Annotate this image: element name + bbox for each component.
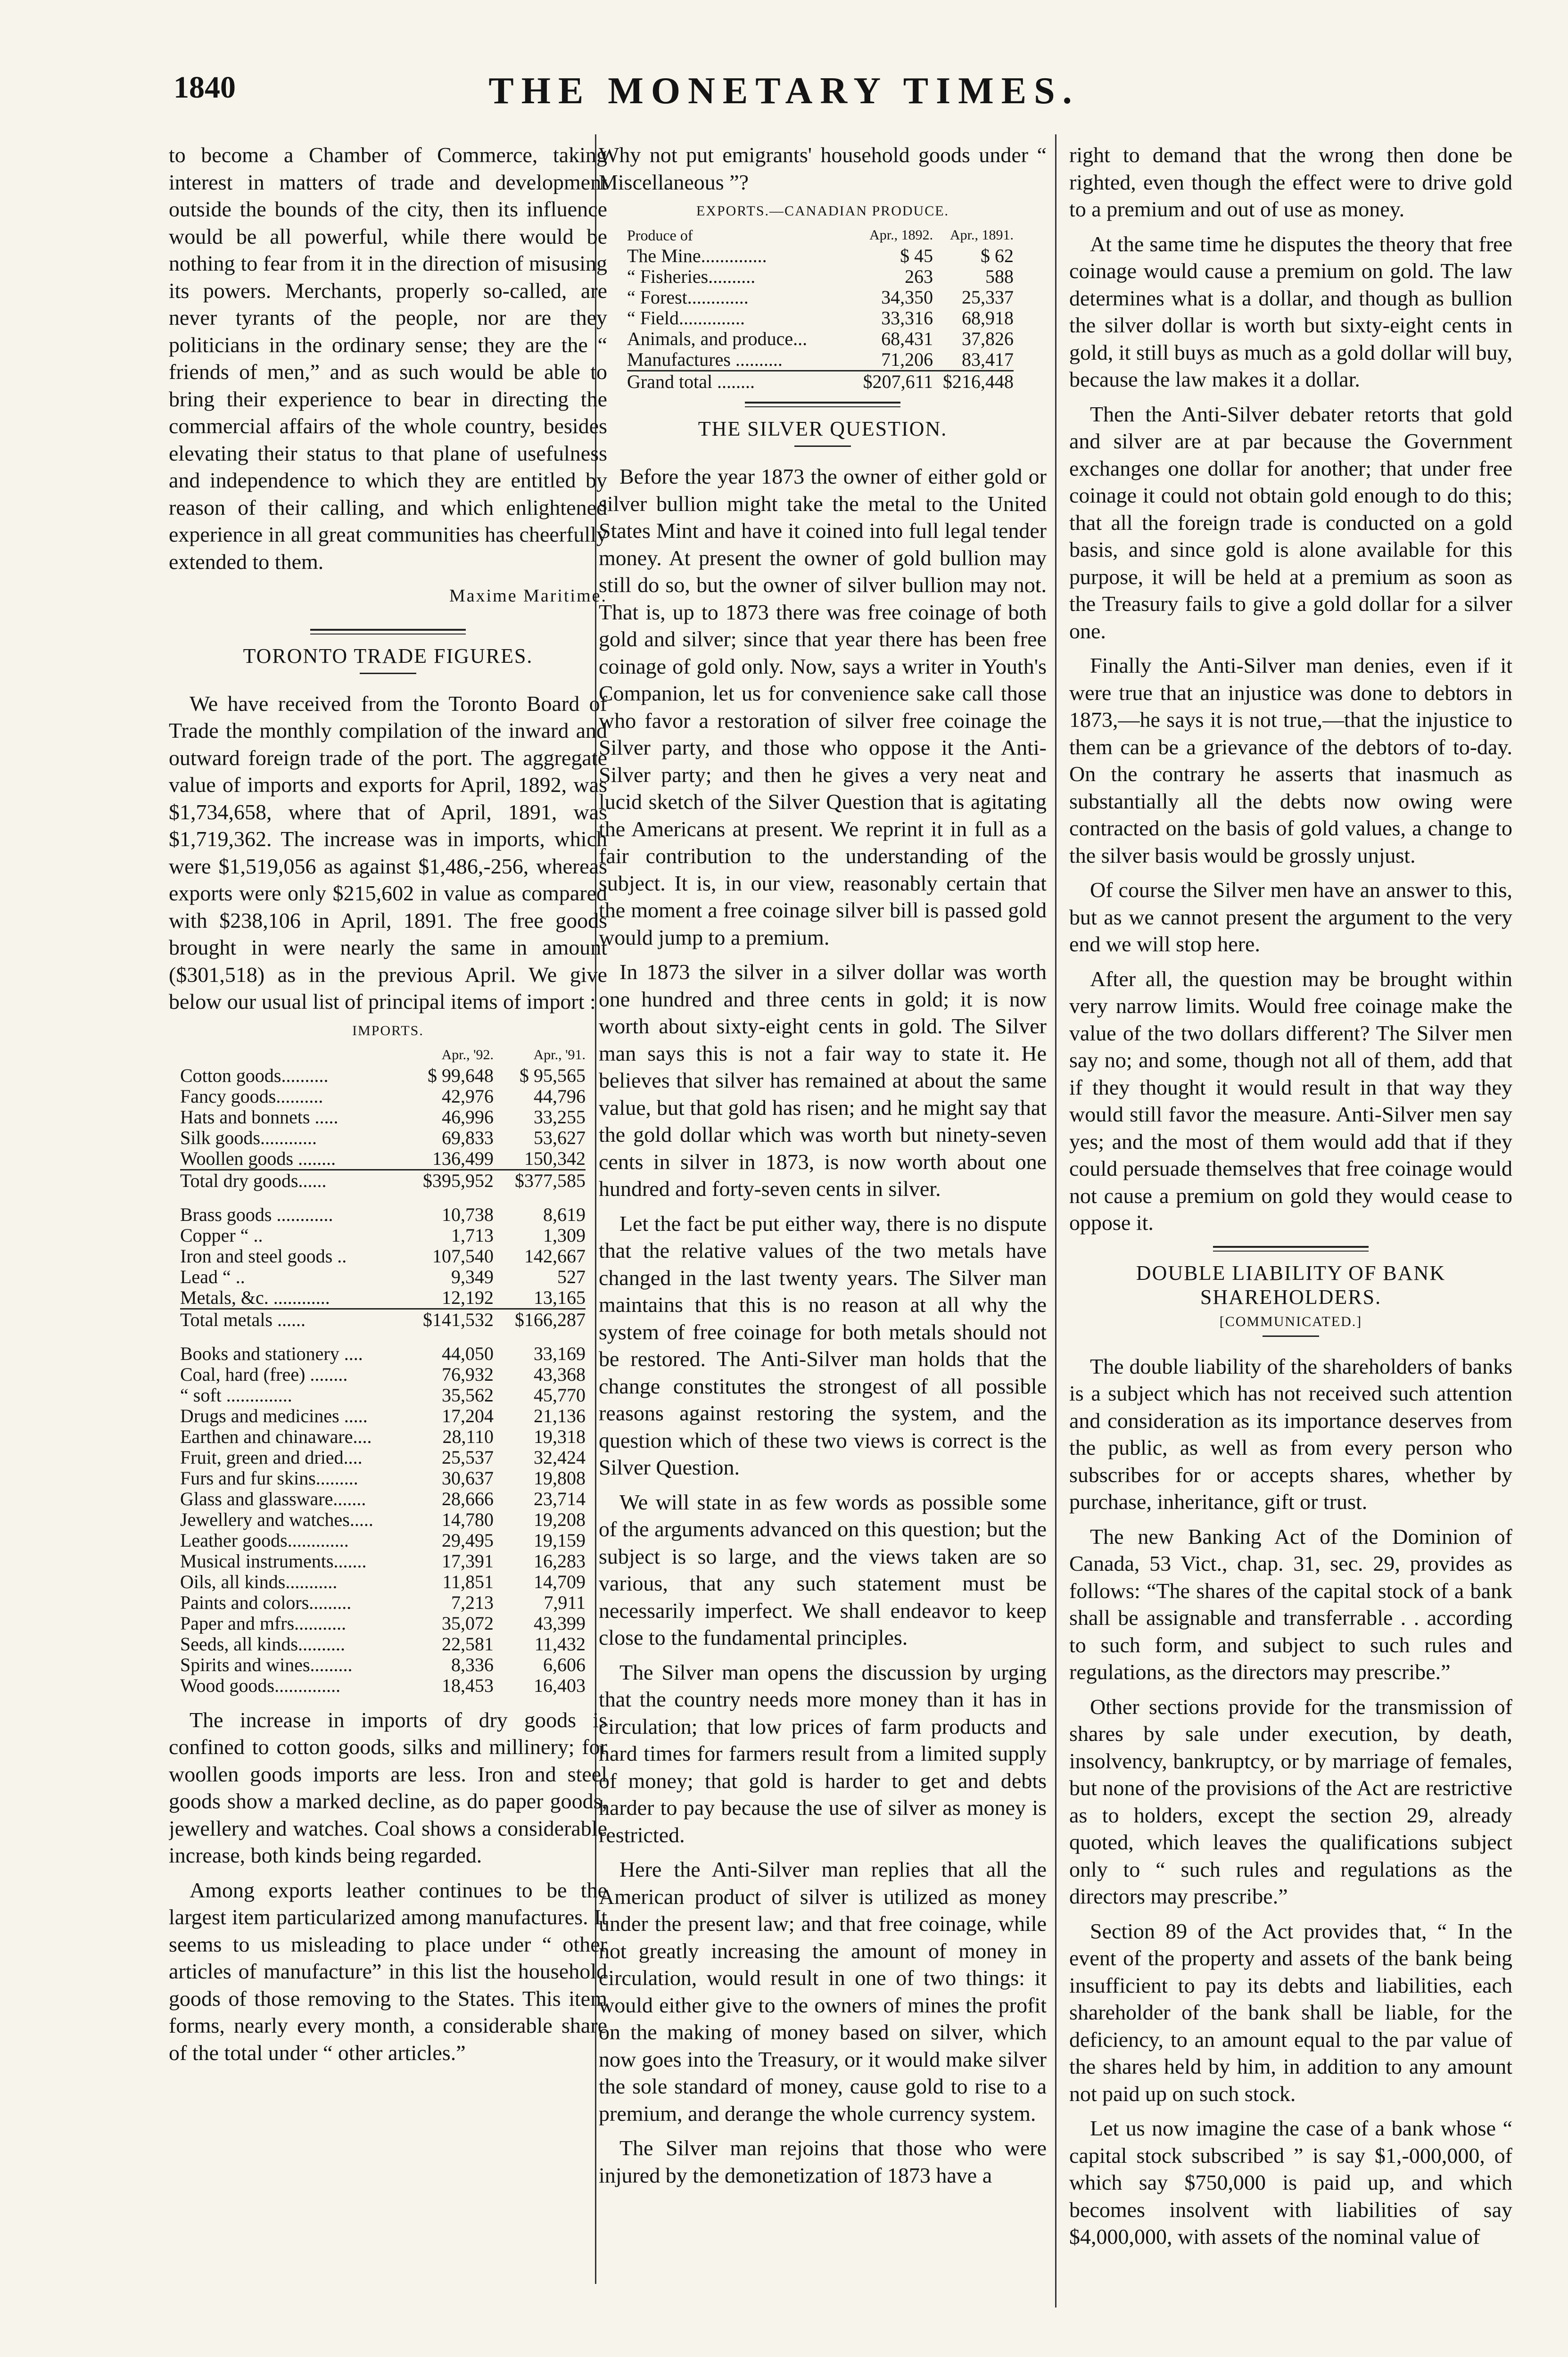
column-3: [1069, 141, 1512, 2319]
value-1891: 83,417: [962, 349, 1014, 370]
row-label: Furs and fur skins.........: [180, 1467, 358, 1489]
column-1: [169, 141, 607, 2291]
heading-rule: [794, 445, 851, 447]
value-1892: 1,713: [451, 1224, 494, 1246]
row-label: Copper “ ..: [180, 1224, 263, 1246]
value-1892: 107,540: [432, 1245, 494, 1267]
value-1892: 17,391: [442, 1550, 494, 1572]
row-label: “ soft ..............: [180, 1384, 292, 1406]
value-1892: 76,932: [442, 1363, 494, 1385]
row-label: Fancy goods..........: [180, 1085, 323, 1107]
row-label: Coal, hard (free) ........: [180, 1363, 348, 1385]
row-label: Paper and mfrs...........: [180, 1612, 347, 1634]
value-1892: 69,833: [442, 1127, 494, 1148]
column-rule-right: [1055, 134, 1056, 2308]
value-1891: $ 62: [981, 245, 1014, 266]
value-1891: 45,770: [534, 1384, 586, 1406]
value-1891: $ 95,565: [520, 1064, 586, 1086]
section-heading-silver-question: THE SILVER QUESTION.: [698, 417, 948, 440]
page-number: 1840: [173, 70, 236, 105]
table-row: [180, 1267, 586, 1287]
row-label: Woollen goods ........: [180, 1147, 336, 1169]
value-1891: 16,283: [534, 1550, 586, 1572]
continued-paragraph: to become a Chamber of Commerce, taking interest in matters of trade and development outside the bounds of the city, then its influence would be all powerful, while there would be nothing to fear from it in the direction of misusing its powers. Merchants, properly so-called, are never tyrants of the people, nor are they politicians in the ordinary sense; they are the “ friends of men,” and as such would be able to bring their experience to bear in directing the commercial affairs of the whole country, besides elevating their status to that plane of usefulness and independence to which they are entitled by reason of their calling, and which enlightened experience in all great communities has cheerfully extended to them.: [169, 143, 607, 574]
row-label: Drugs and medicines .....: [180, 1405, 368, 1426]
article-paragraph: The Silver man opens the discussion by urging that the country needs more money than it has in circulation; that low prices of farm products and hard times for farmers result from a limited supply of money; that gold is harder to get and debts harder to pay because the use of silver as money is restricted.: [599, 1660, 1047, 1847]
value-1892: 136,499: [432, 1147, 494, 1169]
heading-rule: [1263, 1335, 1319, 1337]
table-header-row: [180, 1045, 586, 1065]
value-1892: 29,495: [442, 1529, 494, 1551]
row-label: Metals, &c. ............: [180, 1286, 330, 1308]
value-1891: 21,136: [534, 1405, 586, 1426]
value-1892: 46,996: [442, 1106, 494, 1128]
value-1891: 25,337: [962, 287, 1014, 308]
value-1892: $141,532: [402, 1309, 494, 1330]
section-heading-double-liability: DOUBLE LIABILITY OF BANK SHAREHOLDERS.: [1136, 1261, 1446, 1309]
value-1892: $ 45: [900, 245, 933, 266]
row-label: Lead “ ..: [180, 1266, 245, 1287]
table-row: [180, 1489, 586, 1509]
signature: Maxime Maritime.: [449, 586, 607, 606]
row-label: Spirits and wines.........: [180, 1654, 353, 1675]
value-1892: 14,780: [442, 1508, 494, 1530]
article-paragraph: We will state in as few words as possible some of the arguments advanced on this question; but the subject is so large, and the views taken are so various, that any such statement must be necessarily imperfect. We shall endeavor to keep close to the fundamental principles.: [599, 1490, 1047, 1649]
article-paragraph: The new Banking Act of the Dominion of Canada, 53 Vict., chap. 31, sec. 29, provides as follows: “The shares of the capital stock of a bank shall be assignable and transferrable . . according to such form, and subject to such rules and regulations, as the directors may prescribe.”: [1069, 1524, 1512, 1684]
row-label: “ Forest.............: [627, 287, 749, 308]
row-label: “ Field..............: [627, 307, 745, 329]
table-row: [627, 246, 1014, 266]
continued-paragraph: Why not put emigrants' household goods under “ Miscellaneous ”?: [599, 143, 1047, 194]
table-row: [180, 1148, 586, 1170]
table-spacer: [180, 1191, 586, 1204]
row-label: Seeds, all kinds..........: [180, 1633, 345, 1655]
article-paragraph: Before the year 1873 the owner of either gold or silver bullion might take the metal to the United States Mint and have it coined into full legal tender money. At present the owner of gold bullion may still do so, but the owner of silver bullion may not. That is, up to 1873 there was free coinage of both gold and silver; since that year there has been free coinage of gold only. Now, says a writer in Youth's Companion, let us for convenience sake call those who favor a restoration of silver free coinage the Silver party, and those who oppose it the Anti-Silver party; and then he gives a very neat and lucid sketch of the Silver Question that is agitating the Americans at present. We reprint it in full as a fair contribution to the understanding of the subject. It is, in our view, reasonably certain that the moment a free coinage silver bill is passed gold would jump to a premium.: [599, 464, 1047, 949]
value-1891: 7,911: [544, 1591, 586, 1613]
page-header: [0, 0, 1568, 141]
table-row: [180, 1468, 586, 1489]
col-head-1892: Apr., '92.: [441, 1047, 494, 1063]
value-1892: 28,110: [442, 1426, 494, 1447]
article-paragraph: Other sections provide for the transmission of shares by sale under execution, by death, insolvency, bankruptcy, or by marriage of females, but none of the provisions of the Act are restrictive as to holders, except the section 29, already quoted, which leaves the qualifications subject only to “ such rules and regulations as the directors may prescribe.”: [1069, 1694, 1512, 1908]
section-divider: [1213, 1246, 1369, 1252]
row-label: Brass goods ............: [180, 1203, 333, 1225]
value-1892: 42,976: [442, 1085, 494, 1107]
row-label: Wood goods..............: [180, 1674, 341, 1696]
table-row: [180, 1592, 586, 1613]
article-paragraph: The double liability of the shareholders of banks is a subject which has not received such attention and consideration as its importance deserves from the public, as well as from every person who subscribes for or accepts shares, whether by purchase, inheritance, gift or trust.: [1069, 1354, 1512, 1514]
table-row: [180, 1204, 586, 1225]
value-1891: 33,169: [534, 1343, 586, 1364]
row-label: Glass and glassware.......: [180, 1488, 366, 1509]
col-head-1891: Apr., '91.: [533, 1047, 586, 1063]
table-row: [180, 1426, 586, 1447]
table-row: [180, 1246, 586, 1267]
value-1892: 17,204: [442, 1405, 494, 1426]
value-1891: 13,165: [534, 1286, 586, 1308]
value-1892: 44,050: [442, 1343, 494, 1364]
value-1892: 34,350: [881, 287, 933, 308]
table-row: [180, 1675, 586, 1696]
table-row: [180, 1128, 586, 1148]
article-paragraph: Let the fact be put either way, there is no dispute that the relative values of the two metals have changed in the last twenty years. The Silver man maintains that this is no reason at all why the system of free coinage for both metals should not be restored. The Anti-Silver man holds that the change constitutes the strongest of all possible reasons against restoring the system, and the question which of these two views is correct is the Silver Question.: [599, 1211, 1047, 1479]
article-paragraph: right to demand that the wrong then done be righted, even though the effect were to drive gold to a premium and out of use as money.: [1069, 143, 1512, 221]
value-1892: 9,349: [451, 1266, 494, 1287]
table-row: [180, 1551, 586, 1572]
value-1892: 8,336: [451, 1654, 494, 1675]
value-1891: $377,585: [494, 1170, 586, 1191]
table-row: [627, 371, 1014, 393]
col-head-1891: Apr., 1891.: [950, 227, 1014, 243]
value-1891: 53,627: [534, 1127, 586, 1148]
exports-caption: EXPORTS.—CANADIAN PRODUCE.: [696, 203, 949, 219]
value-1891: 44,796: [534, 1085, 586, 1107]
article-paragraph: Section 89 of the Act provides that, “ In the event of the property and assets of the bank being insufficient to pay its debts and liabilities, each shareholder of the bank shall be liable, for the deficiency, to an amount equal to the par value of the shares held by him, in addition to any amount not paid up on such stock.: [1069, 1919, 1512, 2106]
section-heading-trade-figures: TORONTO TRADE FIGURES.: [243, 644, 533, 668]
value-1891: 19,208: [534, 1508, 586, 1530]
article-paragraph: Here the Anti-Silver man replies that all the American product of silver is utilized as money under the present law; and that free coinage, while not greatly increasing the amount of money in circulation, would result in one of two things: it would either give to the owners of mines the profit on the making of money based on silver, which now goes into the Treasury, or it would make silver the sole standard of money, cause gold to rise to a premium, and derange the whole currency system.: [599, 1857, 1047, 2126]
table-row: [180, 1287, 586, 1309]
row-label: Silk goods............: [180, 1127, 317, 1148]
table-row: [180, 1572, 586, 1592]
table-row: [180, 1343, 586, 1364]
col-head-1892: Apr., 1892.: [869, 227, 933, 243]
table-row: [627, 308, 1014, 329]
table-row: [627, 349, 1014, 371]
value-1891: 68,918: [962, 307, 1014, 329]
row-label: Animals, and produce...: [627, 328, 808, 349]
exports-head-label: Produce of: [627, 227, 693, 244]
value-1891: 43,368: [534, 1363, 586, 1385]
article-paragraph: The Silver man rejoins that those who were injured by the demonetization of 1873 have a: [599, 2136, 1047, 2187]
table-row: [180, 1613, 586, 1634]
table-row: [180, 1065, 586, 1086]
table-row: [627, 329, 1014, 349]
table-row: [180, 1170, 586, 1191]
value-1892: 25,537: [442, 1446, 494, 1468]
value-1891: 14,709: [534, 1571, 586, 1592]
article-paragraph: Let us now imagine the case of a bank whose “ capital stock subscribed ” is say $1,-000,000, of which say $750,000 is paid up, and which becomes insolvent with liabilities of say $4,000,000, with assets of the nominal value of: [1069, 2116, 1512, 2249]
row-label: Total dry goods......: [180, 1170, 402, 1191]
table-row: [180, 1406, 586, 1426]
table-row: [180, 1086, 586, 1107]
value-1892: 30,637: [442, 1467, 494, 1489]
value-1891: 19,318: [534, 1426, 586, 1447]
masthead-title: THE MONETARY TIMES.: [488, 70, 1080, 112]
table-row: [180, 1225, 586, 1246]
table-row: [180, 1655, 586, 1675]
table-row: [627, 266, 1014, 287]
value-1892: 28,666: [442, 1488, 494, 1509]
table-row: [180, 1309, 586, 1330]
exports-table: [627, 225, 1014, 392]
article-paragraph: After all, the question may be brought within very narrow limits. Would free coinage make the value of the two dollars different? The Silver men say no; and some, though not all of them, add that if they thought it would result in that way they would still favor the measure. Anti-Silver men say yes; and the most of them would add that if they could persuade themselves that free coinage would not cause a premium on gold they would cease to oppose it.: [1069, 966, 1512, 1235]
article-paragraph: Finally the Anti-Silver man denies, even if it were true that an injustice was done to debtors in 1873,—he says it is not true,—that the injustice to them can be a grievance of the debtors of to-day. On the contrary he asserts that inasmuch as substantially all the debts now owing were contracted on the basis of gold values, a change to the silver basis would be grossly unjust.: [1069, 653, 1512, 867]
value-1891: 16,403: [534, 1674, 586, 1696]
row-label: The Mine..............: [627, 245, 767, 266]
value-1891: 37,826: [962, 328, 1014, 349]
row-label: Oils, all kinds...........: [180, 1571, 338, 1592]
value-1891: 33,255: [534, 1106, 586, 1128]
value-1892: 18,453: [442, 1674, 494, 1696]
table-row: [180, 1364, 586, 1385]
value-1892: 68,431: [881, 328, 933, 349]
article-paragraph: At the same time he disputes the theory that free coinage would cause a premium on gold. The law determines what is a dollar, and though as bullion the silver dollar is worth but sixty-eight cents in gold, it still buys as much as a gold dollar will buy, because the law makes it a dollar.: [1069, 231, 1512, 391]
value-1892: 12,192: [442, 1286, 494, 1308]
value-1891: 1,309: [543, 1224, 586, 1246]
table-row: [180, 1530, 586, 1551]
value-1891: 19,159: [534, 1529, 586, 1551]
row-label: Leather goods.............: [180, 1529, 349, 1551]
value-1891: 8,619: [543, 1203, 586, 1225]
table-row: [180, 1107, 586, 1128]
section-divider: [310, 629, 466, 635]
communicated-note: [COMMUNICATED.]: [1219, 1313, 1362, 1329]
value-1891: 19,808: [534, 1467, 586, 1489]
value-1892: 10,738: [442, 1203, 494, 1225]
value-1891: 6,606: [543, 1654, 586, 1675]
table-row: [180, 1447, 586, 1468]
value-1891: 588: [985, 266, 1014, 287]
value-1892: 33,316: [881, 307, 933, 329]
value-1891: 11,432: [534, 1633, 586, 1655]
value-1892: 71,206: [881, 349, 933, 370]
article-paragraph: We have received from the Toronto Board of Trade the monthly compilation of the inward and outward foreign trade of the port. The aggregate value of imports and exports for April, 1892, was $1,734,658, where that of April, 1891, was $1,719,362. The increase was in imports, which were $1,519,056 as against $1,486,-256, whereas exports were only $215,602 in value as compared with $238,106 in April, 1891. The free goods brought in were nearly the same in amount ($301,518) as in the previous April. We give below our usual list of principal items of import :: [169, 691, 607, 1014]
value-1891: 32,424: [534, 1446, 586, 1468]
row-label: Jewellery and watches.....: [180, 1508, 373, 1530]
row-label: Grand total ........: [627, 371, 853, 393]
value-1892: 263: [905, 266, 933, 287]
value-1891: 142,667: [524, 1245, 586, 1267]
value-1891: 23,714: [534, 1488, 586, 1509]
row-label: Manufactures ..........: [627, 349, 783, 370]
section-divider: [745, 402, 900, 407]
imports-caption: IMPORTS.: [352, 1022, 424, 1038]
value-1892: $395,952: [402, 1170, 494, 1191]
article-paragraph: Of course the Silver men have an answer to this, but as we cannot present the argument to the very end we will stop here.: [1069, 878, 1512, 956]
heading-rule: [360, 673, 416, 674]
row-label: Cotton goods..........: [180, 1064, 329, 1086]
value-1891: $166,287: [494, 1309, 586, 1330]
value-1892: $207,611: [853, 371, 933, 393]
table-row: [180, 1509, 586, 1530]
table-row: [627, 287, 1014, 308]
row-label: Hats and bonnets .....: [180, 1106, 338, 1128]
table-spacer: [180, 1330, 586, 1343]
value-1892: 11,851: [442, 1571, 494, 1592]
value-1892: 35,072: [442, 1612, 494, 1634]
value-1892: 22,581: [442, 1633, 494, 1655]
table-header-row: [627, 225, 1014, 246]
article-paragraph: The increase in imports of dry goods is confined to cotton goods, silks and millinery; for woollen goods imports are less. Iron and steel goods show a marked decline, as do paper goods, jewellery and watches. Coal shows a considerable increase, both kinds being regarded.: [169, 1707, 607, 1867]
row-label: Books and stationery ....: [180, 1343, 363, 1364]
value-1891: 527: [557, 1266, 586, 1287]
value-1891: 150,342: [524, 1147, 586, 1169]
value-1891: $216,448: [933, 371, 1014, 393]
imports-table: [180, 1045, 586, 1696]
value-1891: 43,399: [534, 1612, 586, 1634]
column-2: [599, 141, 1047, 2315]
row-label: Paints and colors.........: [180, 1591, 352, 1613]
row-label: Iron and steel goods ..: [180, 1245, 347, 1267]
article-paragraph: In 1873 the silver in a silver dollar was worth one hundred and three cents in gold; it is now worth about sixty-eight cents in gold. The Silver man says this is not a fair way to state it. He believes that silver has remained at about the same value, but that gold has risen; and he might say that the gold dollar which was worth but ninety-seven cents in silver in 1873, is now worth about one hundred and forty-seven cents in silver.: [599, 960, 1047, 1201]
value-1892: 35,562: [442, 1384, 494, 1406]
row-label: “ Fisheries..........: [627, 266, 756, 287]
row-label: Fruit, green and dried....: [180, 1446, 363, 1468]
row-label: Musical instruments.......: [180, 1550, 367, 1572]
table-row: [180, 1385, 586, 1406]
article-paragraph: Then the Anti-Silver debater retorts that gold and silver are at par because the Government exchanges one dollar for another; that under free coinage it could not obtain gold enough to do this; that all the foreign trade is conducted on a gold basis, and since gold is alone available for this purpose, it will be held at a premium as soon as the Treasury fails to give a gold dollar for a silver one.: [1069, 402, 1512, 643]
row-label: Earthen and chinaware....: [180, 1426, 372, 1447]
value-1892: 7,213: [451, 1591, 494, 1613]
value-1892: $ 99,648: [428, 1064, 494, 1086]
table-row: [180, 1634, 586, 1655]
row-label: Total metals ......: [180, 1309, 402, 1330]
article-paragraph: Among exports leather continues to be the largest item particularized among manufactures. It seems to us misleading to place under “ other articles of manufacture” in this list the household goods of those removing to the States. This item forms, nearly every month, a considerable share of the total under “ other articles.”: [169, 1878, 607, 2065]
